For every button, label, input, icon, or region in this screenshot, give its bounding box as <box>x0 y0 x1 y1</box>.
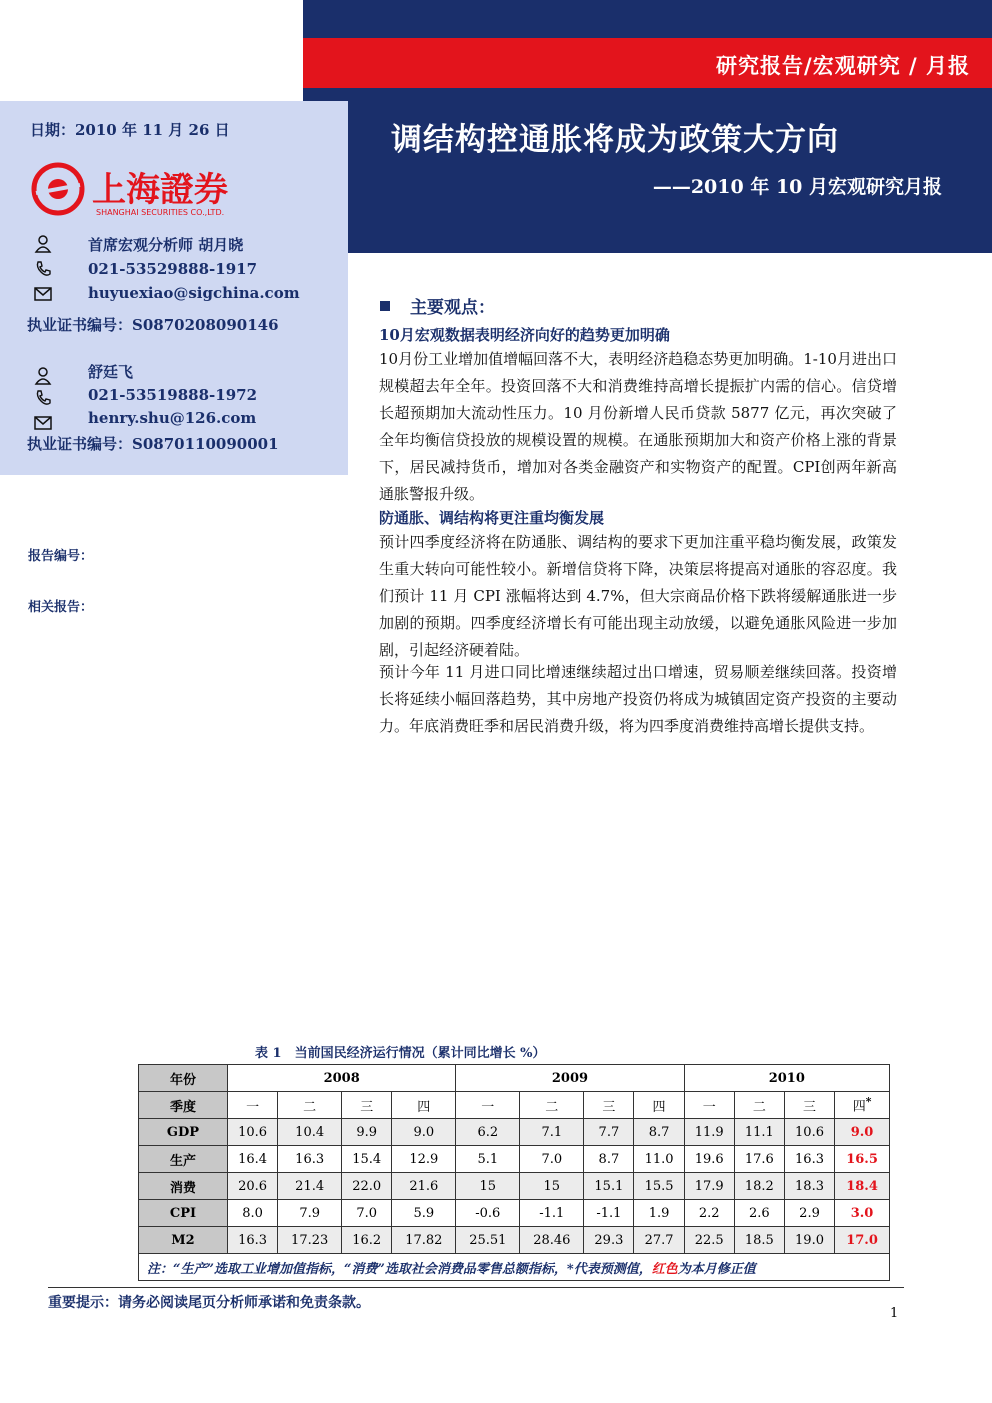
email-icon <box>34 414 52 432</box>
person-icon <box>34 367 52 385</box>
key-points-heading <box>380 293 495 318</box>
svg-text:上海證券: 上海證券 <box>92 170 228 210</box>
table-cell: 12.9 <box>392 1146 456 1173</box>
table-quarter-cell <box>392 1092 456 1119</box>
table-cell: 11.1 <box>734 1119 784 1146</box>
header-category-band <box>303 38 992 88</box>
analyst1-cert: 执业证书编号：S0870208090146 <box>27 316 279 334</box>
analyst1-email[interactable]: huyuexiao@sigchina.com <box>88 284 300 302</box>
table-cell: 7.1 <box>520 1119 584 1146</box>
table-cell: 18.2 <box>734 1173 784 1200</box>
subheading-2: 防通胀、调结构将更注重均衡发展 <box>379 509 605 527</box>
table-row <box>139 1227 890 1254</box>
table-cell: 5.9 <box>392 1200 456 1227</box>
square-bullet-icon <box>380 301 390 311</box>
table-row-header: 季度 <box>139 1092 228 1119</box>
table-cell: 10.6 <box>784 1119 834 1146</box>
table-year-cell: 2010 <box>684 1065 889 1092</box>
table-cell: 9.9 <box>342 1119 392 1146</box>
report-date: 日期：2010 年 11 月 26 日 <box>30 121 230 139</box>
table-cell: 17.23 <box>278 1227 342 1254</box>
table-cell: 20.6 <box>228 1173 278 1200</box>
table-row-header: 年份 <box>139 1065 228 1092</box>
table-quarter-cell <box>684 1092 734 1119</box>
table-year-cell: 2009 <box>456 1065 684 1092</box>
note-text: 注：“生产”选取工业增加值指标，“消费”选取社会消费品零售总额指标，*代表预测值， <box>147 1261 652 1277</box>
table-quarter-cell <box>228 1092 278 1119</box>
quarter-label: 四 <box>652 1099 666 1115</box>
table-cell: 8.0 <box>228 1200 278 1227</box>
table-cell: 15.4 <box>342 1146 392 1173</box>
table-cell: 7.9 <box>278 1200 342 1227</box>
economic-indicators-table <box>138 1064 890 1281</box>
table-cell: 17.9 <box>684 1173 734 1200</box>
table-cell: 2.9 <box>784 1200 834 1227</box>
table-cell: 7.7 <box>584 1119 634 1146</box>
table-row <box>139 1200 890 1227</box>
table-cell: 5.1 <box>456 1146 520 1173</box>
report-number-label: 报告编号： <box>28 549 94 564</box>
table-cell: 15 <box>456 1173 520 1200</box>
analyst2-name: 舒廷飞 <box>88 363 134 381</box>
table-cell: 11.9 <box>684 1119 734 1146</box>
note-red-word: 红色 <box>651 1261 678 1277</box>
table-cell: 2.6 <box>734 1200 784 1227</box>
table-cell: 16.3 <box>278 1146 342 1173</box>
table-cell: 16.4 <box>228 1146 278 1173</box>
quarter-label: 三 <box>602 1099 616 1115</box>
report-category: 研究报告/宏观研究 / 月报 <box>716 53 970 78</box>
table-cell: 15 <box>520 1173 584 1200</box>
table-note-row <box>139 1254 890 1281</box>
phone-icon <box>34 389 52 407</box>
table-cell: 7.0 <box>520 1146 584 1173</box>
table-cell: -1.1 <box>584 1200 634 1227</box>
table-quarter-cell <box>734 1092 784 1119</box>
table-quarter-cell <box>520 1092 584 1119</box>
paragraph-1: 10月份工业增加值增幅回落不大，表明经济趋稳态势更加明确。1-10月进出口规模超去年全年。投资回落不大和消费维持高增长提振扩内需的信心。信贷增长超预期加大流动性压力。10 月份新增人民币贷款 5877 亿元，再次突破了全年均衡信贷投放的规模设置的规模。在通胀预期加大和资产价格上涨的背景下，居民减持货币，增加对各类金融资产和实物资产的配置。CPI创两年新高通胀警报升级。 <box>379 350 897 503</box>
table-cell: 25.51 <box>456 1227 520 1254</box>
quarter-label: 一 <box>481 1099 495 1115</box>
table-row-header: GDP <box>139 1119 228 1146</box>
analyst1-name: 首席宏观分析师 胡月晓 <box>88 236 244 254</box>
quarter-label: 三 <box>360 1099 374 1115</box>
quarter-label: 二 <box>303 1099 317 1115</box>
table-cell: 2.2 <box>684 1200 734 1227</box>
page-number: 1 <box>890 1306 899 1321</box>
paragraph-2: 预计四季度经济将在防通胀、调结构的要求下更加注重平稳均衡发展，政策发生重大转向可能性较小。新增信贷将下降，决策层将提高对通胀的容忍度。我们预计 11 月 CPI 涨幅将达到 4.7%，但大宗商品价格下跌将缓解通胀进一步加剧的预期。四季度经济增长有可能出现主动放缓，以避免通胀风险进一步加剧，引起经济硬着陆。 <box>379 533 897 659</box>
table-quarter-row <box>139 1092 890 1119</box>
table-row-header: M2 <box>139 1227 228 1254</box>
table-quarter-cell <box>456 1092 520 1119</box>
key-points-title: 主要观点： <box>410 298 495 318</box>
table-quarter-cell <box>634 1092 684 1119</box>
table-cell: 22.0 <box>342 1173 392 1200</box>
report-subtitle: ——2010 年 10 月宏观研究月报 <box>652 176 942 198</box>
table-row-header: 消费 <box>139 1173 228 1200</box>
header-title-block <box>303 88 992 253</box>
table-cell: 8.7 <box>584 1146 634 1173</box>
table-cell: 19.0 <box>784 1227 834 1254</box>
svg-text:SHANGHAI SECURITIES CO.,LTD.: SHANGHAI SECURITIES CO.,LTD. <box>96 208 225 217</box>
footer-divider <box>48 1287 904 1288</box>
table-cell: 8.7 <box>634 1119 684 1146</box>
table-cell: 6.2 <box>456 1119 520 1146</box>
quarter-label: 一 <box>246 1099 260 1115</box>
table-row-header: 生产 <box>139 1146 228 1173</box>
table-cell: 3.0 <box>835 1200 890 1227</box>
phone-icon <box>34 260 52 278</box>
quarter-label: 四 <box>417 1099 431 1115</box>
table-row <box>139 1173 890 1200</box>
table-quarter-cell <box>278 1092 342 1119</box>
table-cell: 7.0 <box>342 1200 392 1227</box>
table-cell: 18.3 <box>784 1173 834 1200</box>
table-cell: 9.0 <box>392 1119 456 1146</box>
table-cell: 16.3 <box>784 1146 834 1173</box>
table-cell: 16.5 <box>835 1146 890 1173</box>
quarter-label: 四 <box>852 1099 866 1115</box>
quarter-label: 一 <box>702 1099 716 1115</box>
table-cell: 29.3 <box>584 1227 634 1254</box>
forecast-mark: * <box>865 1095 872 1109</box>
table-quarter-cell <box>342 1092 392 1119</box>
person-icon <box>34 235 52 253</box>
table-note <box>139 1254 890 1281</box>
table-year-cell: 2008 <box>228 1065 456 1092</box>
table-cell: 17.0 <box>835 1227 890 1254</box>
table-cell: 1.9 <box>634 1200 684 1227</box>
table-quarter-cell <box>584 1092 634 1119</box>
table-cell: 16.2 <box>342 1227 392 1254</box>
table-cell: 28.46 <box>520 1227 584 1254</box>
email-icon <box>34 285 52 303</box>
table-cell: 21.6 <box>392 1173 456 1200</box>
table-cell: 18.5 <box>734 1227 784 1254</box>
table-cell: 27.7 <box>634 1227 684 1254</box>
table-cell: 15.1 <box>584 1173 634 1200</box>
quarter-label: 二 <box>752 1099 766 1115</box>
shanghai-securities-logo <box>30 159 270 221</box>
table-cell: 17.6 <box>734 1146 784 1173</box>
sidebar <box>0 101 348 475</box>
table-cell: 16.3 <box>228 1227 278 1254</box>
table-cell: -0.6 <box>456 1200 520 1227</box>
table-quarter-cell <box>835 1092 890 1119</box>
table-caption: 表 1 当前国民经济运行情况（累计同比增长 %） <box>255 1046 546 1061</box>
table-cell: -1.1 <box>520 1200 584 1227</box>
table-cell: 17.82 <box>392 1227 456 1254</box>
report-title: 调结构控通胀将成为政策大方向 <box>391 122 839 158</box>
table-cell: 18.4 <box>835 1173 890 1200</box>
paragraph-3: 预计今年 11 月进口同比增速继续超过出口增速，贸易顺差继续回落。投资增长将延续小幅回落趋势，其中房地产投资仍将成为城镇固定资产投资的主要动力。年底消费旺季和居民消费升级，将为四季度消费维持高增长提供支持。 <box>379 663 897 735</box>
important-notice: 重要提示：请务必阅读尾页分析师承诺和免责条款。 <box>48 1295 370 1311</box>
related-reports-label: 相关报告： <box>28 600 94 615</box>
subheading-1: 10月宏观数据表明经济向好的趋势更加明确 <box>379 326 670 344</box>
table-cell: 10.6 <box>228 1119 278 1146</box>
analyst2-phone: 021-53519888-1972 <box>88 386 258 404</box>
table-cell: 21.4 <box>278 1173 342 1200</box>
table-row <box>139 1119 890 1146</box>
table-row <box>139 1146 890 1173</box>
analyst2-cert: 执业证书编号：S0870110090001 <box>27 435 279 453</box>
table-cell: 11.0 <box>634 1146 684 1173</box>
analyst1-phone: 021-53529888-1917 <box>88 260 258 278</box>
table-cell: 22.5 <box>684 1227 734 1254</box>
table-cell: 9.0 <box>835 1119 890 1146</box>
analyst2-email[interactable]: henry.shu@126.com <box>88 409 257 427</box>
table-row-header: CPI <box>139 1200 228 1227</box>
note-tail: 为本月修正值 <box>677 1261 756 1277</box>
header-top-band <box>303 0 992 38</box>
table-year-row <box>139 1065 890 1092</box>
table-cell: 19.6 <box>684 1146 734 1173</box>
table-quarter-cell <box>784 1092 834 1119</box>
quarter-label: 二 <box>545 1099 559 1115</box>
quarter-label: 三 <box>803 1099 817 1115</box>
table-cell: 10.4 <box>278 1119 342 1146</box>
table-cell: 15.5 <box>634 1173 684 1200</box>
